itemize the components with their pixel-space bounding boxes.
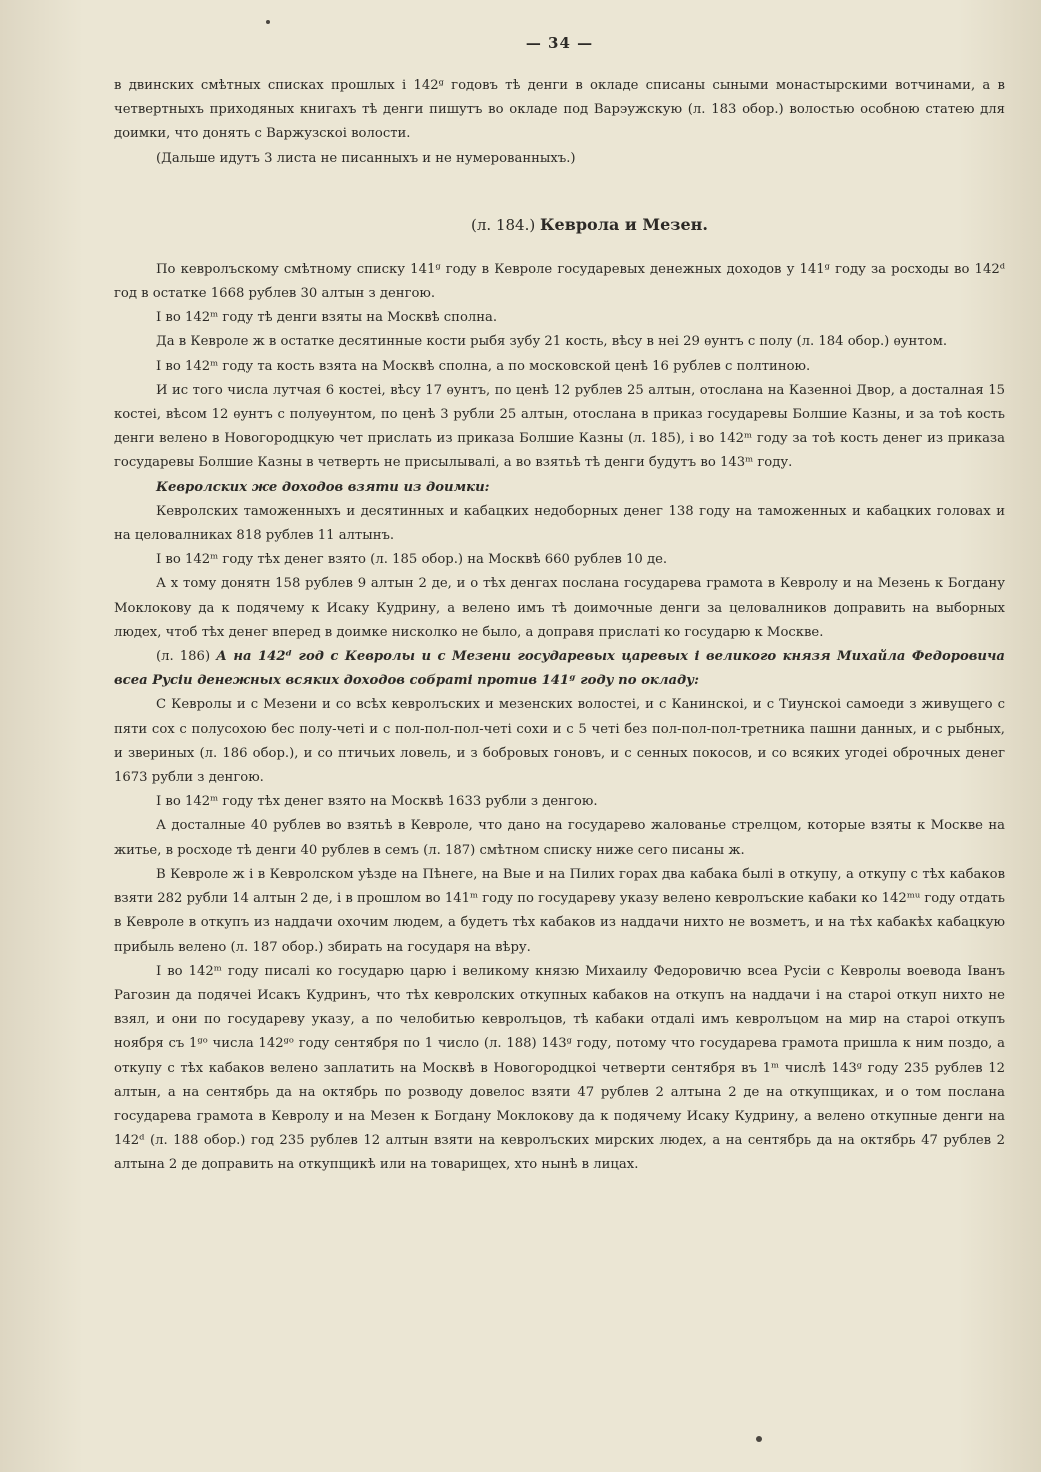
paragraph-a4: І во 142ᵐ году та кость взята на Москвѣ сполна, а по московской ценѣ 16 рублев с полтиною. <box>156 358 811 374</box>
paragraph-c3: А досталные 40 рублев во взятьѣ в Кевроле, что дано на государево жалованье стрелцом, которые взяты к Москве на житье, в росходе тѣ денги 40 рублев в семъ (л. 187) смѣтном списку ниже сего писаны ж. <box>114 818 1005 858</box>
subheading-income-text: А на 142ᵈ год с Кевролы и с Мезени государевых царевых і великого князя Михайла Федоровича всеа Русіи денежных всяких доходов собраті против 141ᵍ году по окладу: <box>114 649 1005 689</box>
main-text <box>114 258 1005 1178</box>
intro-block <box>114 74 1005 171</box>
subheading-doimka: Кевролских же доходов взяти из доимки: <box>156 479 490 495</box>
paragraph-b3: А х тому донятн 158 рублев 9 алтын 2 де, и о тѣх денгах послана государева грамота в Кевролу и на Мезень к Богдану Моклокову да к подячему к Исаку Кудрину, а велено имъ тѣ доимочные денги за целовалников доправить на выборных людех, чтоб тѣх денег вперед в доимке нисколко не было, а доправя прислаті ко государю к Москве. <box>114 576 1005 640</box>
paragraph-b1: Кевролских таможенныхъ и десятинных и кабацких недоборных денег 138 году на таможенных и кабацких головах и на целовалниках 818 рублев 11 алтынъ. <box>114 503 1005 544</box>
paragraph-a3: Да в Кевроле ж в остатке десятинные кости рыбя зубу 21 кость, вѣсу в неі 29 ѳунтъ с полу (л. 184 обор.) ѳунтом. <box>156 334 948 350</box>
paragraph-c5: І во 142ᵐ году писалі ко государю царю і великому князю Михаилу Федоровичю всеа Русіи с Кевролы воевода Іванъ Рагозин да подячеі Исакъ Кудринъ, что тѣх кевролских откупных кабаков на откупъ на наддачи і на староі откуп нихто не взял, и они по государеву указу, а по челобитью кевролъцов, тѣ кабаки отдалі имъ кевролъцом на мир на староі откупъ ноября съ 1ᵍᵒ числа 142ᵍᵒ году сентября по 1 число (л. 188) 143ᵍ году, потому что государева грамота пришла к ним поздо, а откупу с тѣх кабаков велено заплатить на Москвѣ в Новогородцкоі четверти сентября въ 1ᵐ числѣ 143ᵍ году 235 рублев 12 алтын, а на сентябрь да на октябрь по розводу довелос взяти 47 рублев 2 алтына 2 де на откупщиках, и о том послана государева грамота в Кевролу и на Мезен к Богдану Моклокову да к подячему Исаку Кудрину, а велено откупные денги на 142ᵈ (л. 188 обор.) год 235 рублев 12 алтын взяти на кевролъских мирских людех, а на сентябрь да на октябрь 47 рублев 2 алтына 2 де доправить на откупщикѣ или на товарищех, хто нынѣ в лицах. <box>114 963 1005 1173</box>
paragraph-c1: С Кевролы и с Мезени и со всѣх кевролъских и мезенских волостеі, и с Канинскоі, и с Тиунскоі самоеди з живущего с пяти сох с полусохою бес полу-четі и с пол-пол-пол-четі сохи и с 5 четі без пол-пол-пол-третника пашни данных, и с рыбных, и звериных (л. 186 обор.), и со птичьих ловель, и з бобровых гоновъ, и с сенных покосов, и со всяких угодеі оброчных денег 1673 рубли з денгою. <box>114 697 1005 786</box>
subheading-income-folio: (л. 186) <box>156 649 211 665</box>
paragraph-c2: І во 142ᵐ году тѣх денег взято на Москвѣ 1633 рубли з денгою. <box>156 794 598 810</box>
section-heading-title: Кеврола и Мезен. <box>540 214 708 234</box>
intro-paragraph-2: (Дальше идутъ 3 листа не писанныхъ и не нумерованныхъ.) <box>156 150 576 166</box>
page-number: — 34 — <box>525 34 594 52</box>
intro-paragraph-1: в двинских смѣтных списках прошлых і 142ᵍ годовъ тѣ денги в окладе списаны сыными монастырскими вотчинами, а в четвертныхъ приходяных книгахъ тѣ денги пишутъ во окладе под Варэужскую (л. 183 обор.) волостью особною статею для доимки, что донять с Варжузскоі волости. <box>114 78 1005 142</box>
top-speck-mark <box>266 20 270 24</box>
bottom-speck-mark <box>756 1436 762 1442</box>
paragraph-b2: І во 142ᵐ году тѣх денег взято (л. 185 обор.) на Москвѣ 660 рублев 10 де. <box>156 552 668 568</box>
subheading-income <box>114 645 1005 693</box>
paragraph-a1: По кевролъскому смѣтному списку 141ᵍ году в Кевроле государевых денежных доходов у 141ᵍ году за росходы во 142ᵈ год в остатке 1668 рублев 30 алтын з денгою. <box>114 261 1005 302</box>
section-heading-folio: (л. 184.) <box>471 215 536 234</box>
section-heading <box>174 215 1005 234</box>
paragraph-a5: И ис того числа лутчая 6 костеі, вѣсу 17 ѳунтъ, по ценѣ 12 рублев 25 алтын, отослана на Казенноі Двор, а досталная 15 костеі, вѣсом 12 ѳунтъ с полуѳунтом, по ценѣ 3 рубли 25 алтын, отослана в приказ государевы Болшие Казны, и за тоѣ кость денги велено в Новогородцкую чет прислать из приказа Болшие Казны (л. 185), і во 142ᵐ году за тоѣ кость денег из приказа государевы Болшие Казны в четверть не присылывалі, а во взятьѣ тѣ денги будутъ во 143ᵐ году. <box>114 382 1005 471</box>
paragraph-c4: В Кевроле ж і в Кевролском уѣзде на Пѣнеге, на Вые и на Пилих горах два кабака былі в откупу, а откупу с тѣх кабаков взяти 282 рубли 14 алтын 2 де, і в прошлом во 141ᵐ году по государеву указу велено кевролъские кабаки ко 142ᵐᵘ году отдать в Кевроле в откупъ из наддачи охочим людем, а будетъ тѣх кабаков из наддачи нихто не возметъ, и на тѣх кабакѣх кабацкую прибыль велено (л. 187 обор.) збирать на государя на вѣру. <box>114 866 1005 955</box>
paragraph-a2: І во 142ᵐ году тѣ денги взяты на Москвѣ сполна. <box>156 310 498 326</box>
